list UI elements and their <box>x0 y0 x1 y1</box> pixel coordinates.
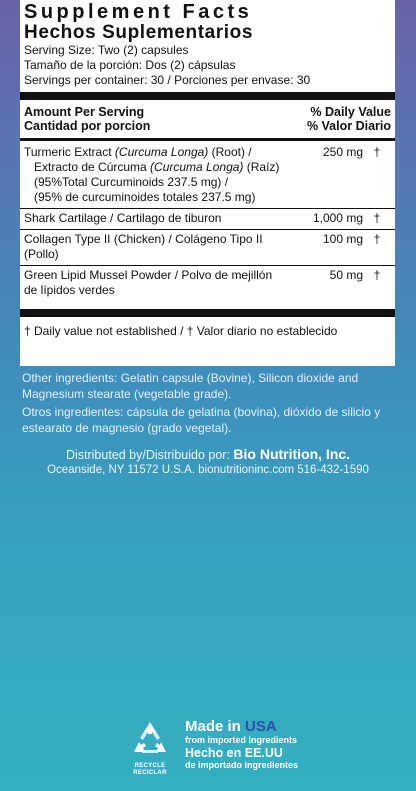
header-amount: Amount Per Serving <box>24 105 145 119</box>
footnote: † Daily value not established / † Valor diario no establecido <box>24 324 338 338</box>
divider-medium <box>20 138 395 141</box>
serving-size-es: Tamaño de la porción: Dos (2) cápsulas <box>24 58 236 72</box>
reciclar-label: RECICLAR <box>133 770 167 776</box>
header-cantidad: Cantidad por porcion <box>24 119 151 133</box>
hecho-en: Hecho en EE.UU <box>185 746 283 760</box>
made-in-usa-badge: Made in USA from imported ingredients Hecho en EE.UU de importado ingredientes <box>185 718 299 770</box>
divider-thick <box>20 309 395 317</box>
header-valor-diario: % Valor Diario <box>306 119 391 133</box>
other-ingredients-es: Otros ingredientes: cápsula de gelatina (bovina), dióxido de silicio y estearato de magnesio (grado vegetal). <box>22 405 381 435</box>
supplement-facts-panel <box>20 0 395 366</box>
table-row: Collagen Type II (Chicken) / Colágeno Tipo II (Pollo) 100 mg † <box>24 230 391 265</box>
table-header <box>24 103 391 136</box>
serving-size: Serving Size: Two (2) capsules <box>24 43 189 57</box>
amount: 100 mg <box>322 232 363 246</box>
table-row: Shark Cartilage / Cartilago de tiburon 1,000 mg † <box>24 209 391 229</box>
dv-symbol: † <box>373 232 381 246</box>
recycle-badge <box>125 718 175 777</box>
header-daily-value: % Daily Value <box>310 105 391 119</box>
table-row: Green Lipid Mussel Powder / Polvo de mejillón de lípidos verdes 50 mg † <box>24 266 391 301</box>
distributor-name: Bio Nutrition, Inc. <box>233 446 351 462</box>
from-imported: from imported ingredients <box>185 735 298 745</box>
divider-thick <box>20 92 395 100</box>
title-en: Supplement Facts <box>24 1 253 23</box>
usa-text: USA <box>245 718 277 735</box>
de-importado: de importado ingredientes <box>185 760 299 770</box>
recycle-icon <box>130 718 170 758</box>
title-es: Hechos Suplementarios <box>24 22 254 43</box>
distributor-prefix: Distributed by/Distribuido por: <box>65 448 234 462</box>
amount: 1,000 mg <box>312 211 363 225</box>
dv-symbol: † <box>373 211 381 225</box>
distributor-address: Oceanside, NY 11572 U.S.A. bionutritioninc.com 516-432-1590 <box>47 464 369 476</box>
other-ingredients <box>22 370 402 438</box>
table-row: Turmeric Extract (Curcuma Longa) (Root) / Extracto de Cúrcuma (Curcuma Longa) (Raíz) (95%Total Curcuminoids 237.5 mg) / (95% de curcuminoides totales 237.5 mg) 250 mg † <box>24 143 391 208</box>
recycle-label: RECYCLE <box>134 763 166 769</box>
distributor-line <box>0 446 416 462</box>
dv-symbol: † <box>373 268 381 282</box>
other-ingredients-en: Other ingredients: Gelatin capsule (Bovine), Silicon dioxide and Magnesium stearate (vegetable grade). <box>22 371 359 401</box>
dv-symbol: † <box>373 145 381 159</box>
servings-per-container: Servings per container: 30 / Porciones per envase: 30 <box>24 73 311 87</box>
amount: 50 mg <box>329 268 363 282</box>
amount: 250 mg <box>322 145 363 159</box>
